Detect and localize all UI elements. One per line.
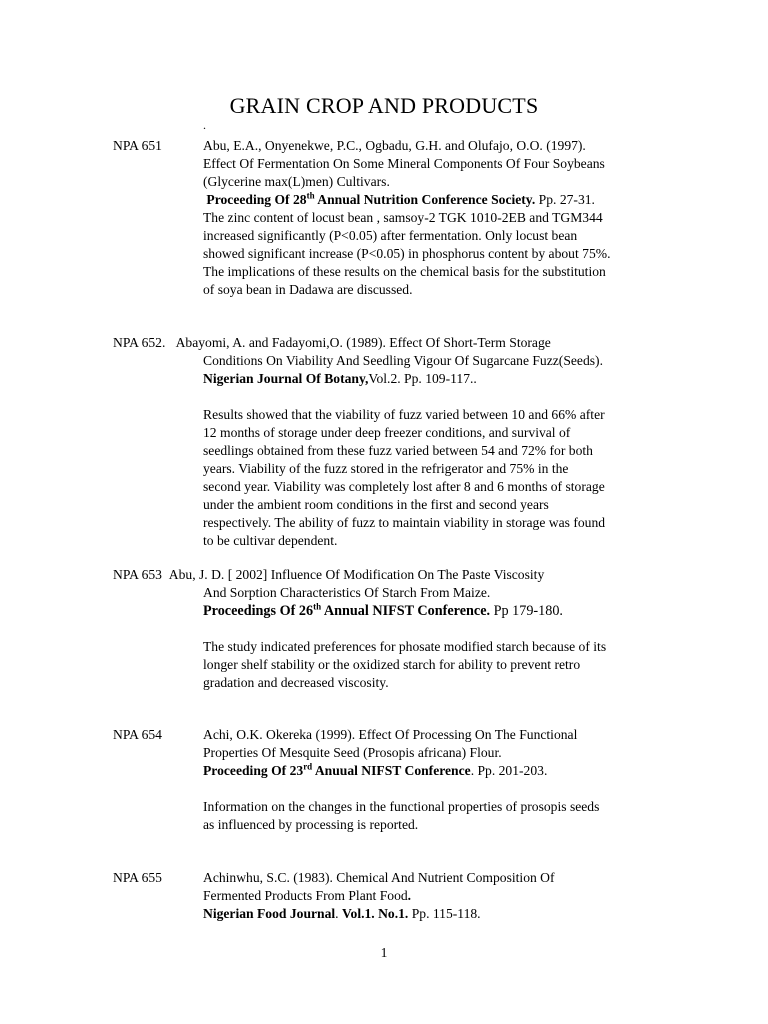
entry-head-line <box>113 334 551 352</box>
entry-source <box>203 370 658 388</box>
abstract-line: years. Viability of the fuzz stored in the refrigerator and 75% in the <box>203 461 569 476</box>
entry-source: Nigerian Food Journal. Vol.1. No.1. Pp. 115-118. <box>203 906 481 921</box>
abstract-line: of soya bean in Dadawa are discussed. <box>203 282 413 297</box>
entry-body <box>203 726 658 834</box>
source-name: Proceeding Of 28th Annual Nutrition Conference Society. <box>206 190 536 207</box>
entry-title-line: (Glycerine max(L)men) Cultivars. <box>203 174 390 189</box>
entry-body <box>203 869 658 923</box>
abstract-line: The implications of these results on the chemical basis for the substitution <box>203 264 606 279</box>
page-title: GRAIN CROP AND PRODUCTS <box>229 93 539 118</box>
entry-body <box>203 584 658 692</box>
source-volume: Vol.1. No.1. <box>341 906 409 921</box>
abstract-line: 12 months of storage under deep freezer conditions, and survival of <box>203 425 571 440</box>
entry-citation: Abayomi, A. and Fadayomi,O. (1989). Effect Of Short-Term Storage <box>175 335 551 350</box>
entry-id: NPA 655 <box>113 870 162 885</box>
abstract-line: increased significantly (P<0.05) after fermentation. Only locust bean <box>203 228 578 243</box>
abstract-line: as influenced by processing is reported. <box>203 817 419 832</box>
entry-title-line: Conditions On Viability And Seedling Vigour Of Sugarcane Fuzz(Seeds). <box>203 353 603 368</box>
abstract-line: The study indicated preferences for phosate modified starch because of its <box>203 639 607 654</box>
entry-citation: Achi, O.K. Okereka (1999). Effect Of Processing On The Functional <box>203 727 578 742</box>
abstract-line: Information on the changes in the functional properties of prosopis seeds <box>203 799 600 814</box>
entry-body <box>203 137 658 299</box>
source-name: Proceeding Of 23rd Anuual NIFST Conference <box>203 761 471 778</box>
abstract-line: Results showed that the viability of fuzz varied between 10 and 66% after <box>203 407 605 422</box>
source-pages: . Pp. 201-203. <box>470 763 548 778</box>
abstract-line: second year. Viability was completely lost after 8 and 6 months of storage <box>203 479 605 494</box>
entry-source <box>203 191 658 209</box>
abstract-line: showed significant increase (P<0.05) in phosphorus content by about 75%. <box>203 246 611 261</box>
entry-source <box>203 602 658 620</box>
entry-title-line: Properties Of Mesquite Seed (Prosopis africana) Flour. <box>203 745 502 760</box>
page-number: 1 <box>380 945 388 960</box>
entry-citation: Abu, E.A., Onyenekwe, P.C., Ogbadu, G.H. and Olufajo, O.O. (1997). <box>203 138 586 153</box>
abstract-line: longer shelf stability or the oxidized starch for ability to prevent retro <box>203 657 581 672</box>
entry-body <box>203 352 658 550</box>
stray-dot: . <box>203 118 206 132</box>
abstract-line: seedlings obtained from these fuzz varied between 54 and 72% for both <box>203 443 593 458</box>
source-name: Nigerian Journal Of Botany, <box>203 371 369 386</box>
source-pages: Vol.2. Pp. 109-117.. <box>368 371 477 386</box>
source-pages: Pp. 27-31. <box>535 192 595 207</box>
entry-id: NPA 653 <box>113 567 162 582</box>
entry-source <box>203 762 658 780</box>
source-pages: Pp. 115-118. <box>408 906 481 921</box>
abstract-line: gradation and decreased viscosity. <box>203 675 389 690</box>
abstract-line: under the ambient room conditions in the first and second years <box>203 497 549 512</box>
entry-citation: Abu, J. D. [ 2002] Influence Of Modification On The Paste Viscosity <box>168 567 545 582</box>
entry-head-line <box>113 566 544 584</box>
source-pages: Pp 179-180. <box>490 603 563 619</box>
source-name: Proceedings Of 26th Annual NIFST Conference. <box>203 601 491 619</box>
abstract-line: to be cultivar dependent. <box>203 533 338 548</box>
entry-id: NPA 652. <box>113 335 166 350</box>
entry-id: NPA 654 <box>113 727 162 742</box>
entry-id: NPA 651 <box>113 138 162 153</box>
entry-citation: Achinwhu, S.C. (1983). Chemical And Nutrient Composition Of <box>203 870 555 885</box>
entry-title-line: Effect Of Fermentation On Some Mineral Components Of Four Soybeans <box>203 156 605 171</box>
abstract-line: The zinc content of locust bean , samsoy-2 TGK 1010-2EB and TGM344 <box>203 210 603 225</box>
entry-title-line: And Sorption Characteristics Of Starch From Maize. <box>203 585 491 600</box>
abstract-line: respectively. The ability of fuzz to maintain viability in storage was found <box>203 515 606 530</box>
entry-title-line: Fermented Products From Plant Food. <box>203 888 412 903</box>
source-name: Nigerian Food Journal <box>203 906 336 921</box>
